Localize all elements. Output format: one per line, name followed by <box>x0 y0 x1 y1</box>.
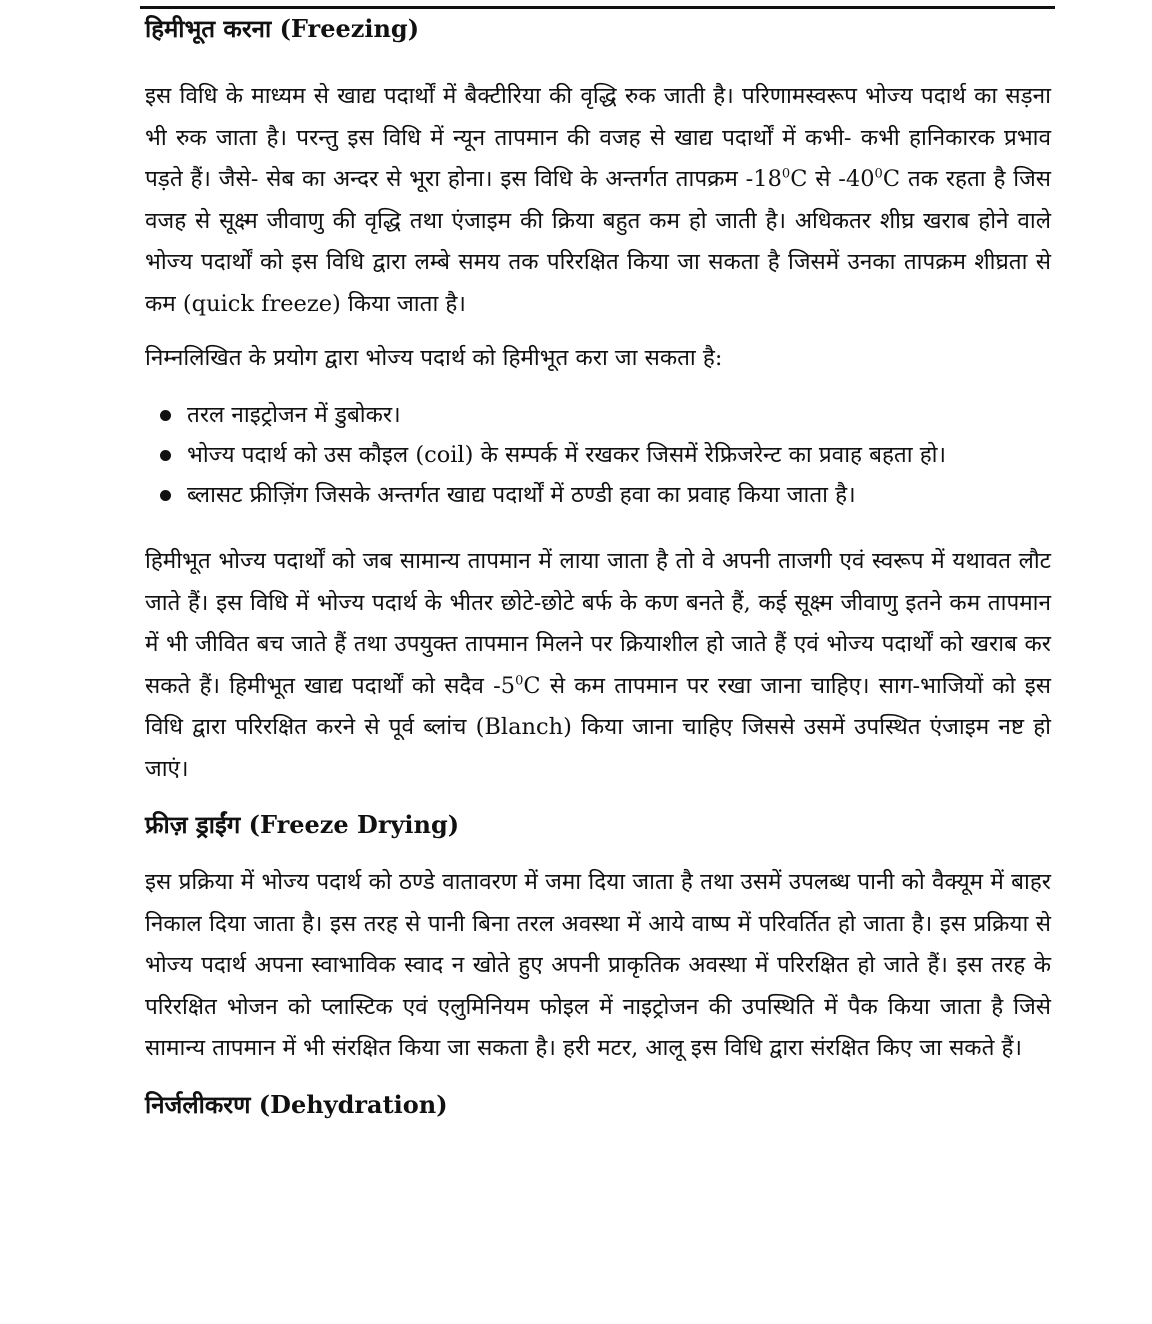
document-page <box>145 8 1051 1122</box>
bullet-icon <box>160 490 171 501</box>
freezing-effects-text-b: C से कम तापमान पर रखा जाना चाहिए। साग-भाजियों को इस विधि द्वारा परिरक्षित करने से पूर्व ब्लांच (Blanch) किया जाना चाहिए जिससे उसमें उपस्थित एंजाइम नष्ट हो जाएं। <box>145 672 1052 782</box>
dehydration-heading: निर्जलीकरण (Dehydration) <box>145 1089 448 1119</box>
list-item-text: ब्लासट फ्रीज़िंग जिसके अन्तर्गत खाद्य पदार्थों में ठण्डी हवा का प्रवाह किया जाता है। <box>187 482 856 508</box>
freezing-effects-paragraph <box>145 541 1051 790</box>
bullet-icon <box>160 450 171 461</box>
list-item-text: भोज्य पदार्थ को उस कौइल (coil) के सम्पर्क में रखकर जिसमें रेफ्रिजरेन्ट का प्रवाह बहता हो। <box>187 442 947 468</box>
freezing-methods-list <box>145 395 1051 515</box>
list-item <box>145 475 1051 515</box>
freezing-intro-text-c: C तक रहता है जिस वजह से सूक्ष्म जीवाणु की वृद्धि तथा एंजाइम की क्रिया बहुत कम हो जाती है। अधिकतर शीघ्र खराब होने वाले भोज्य पदार्थों को इस विधि द्वारा लम्बे समय तक परिरक्षित किया जा सकता है जिसमें उनका तापक्रम शीघ्रता से कम (quick freeze) किया जाता है। <box>145 166 1051 317</box>
degree-superscript: 0 <box>874 166 883 182</box>
freeze-drying-paragraph: इस प्रक्रिया में भोज्य पदार्थ को ठण्डे वातावरण में जमा दिया जाता है तथा उसमें उपलब्ध पानी को वैक्यूम में बाहर निकाल दिया जाता है। इस तरह से पानी बिना तरल अवस्था में आये वाष्प में परिवर्तित हो जाता है। इस प्रक्रिया से भोज्य पदार्थ अपना स्वाभाविक स्वाद न खोते हुए अपनी प्राकृतिक अवस्था में परिरक्षित हो जाते हैं। इस तरह के परिरक्षित भोजन को प्लास्टिक एवं एलुमिनियम फोइल में नाइट्रोजन की उपस्थिति में पैक किया जाता है जिसे सामान्य तापमान में भी संरक्षित किया जा सकता है। हरी मटर, आलू इस विधि द्वारा संरक्षित किए जा सकते हैं। <box>145 869 1051 1061</box>
freezing-intro-text-b: C से -40 <box>790 166 875 192</box>
freezing-methods-intro: निम्नलिखित के प्रयोग द्वारा भोज्य पदार्थ को हिमीभूत करा जा सकता है: <box>145 345 723 371</box>
list-item-text: तरल नाइट्रोजन में डुबोकर। <box>187 402 401 428</box>
freezing-intro-text-a: इस विधि के माध्यम से खाद्य पदार्थों में बैक्टीरिया की वृद्धि रुक जाती है। परिणामस्वरूप भोज्य पदार्थ का सड़ना भी रुक जाता है। परन्तु इस विधि में न्यून तापमान की वजह से खाद्य पदार्थों में कभी- कभी हानिकारक प्रभाव पड़ते हैं। जैसे- सेब का अन्दर से भूरा होना। इस विधि के अन्तर्गत तापक्रम -18 <box>145 83 1051 192</box>
freezing-heading: हिमीभूत करना (Freezing) <box>145 14 420 43</box>
bullet-icon <box>160 410 171 421</box>
list-item <box>145 435 1051 475</box>
degree-superscript: 0 <box>515 673 524 688</box>
freeze-drying-heading: फ्रीज़ ड्राईंग (Freeze Drying) <box>145 810 460 839</box>
list-item <box>145 395 1051 435</box>
freezing-effects-text-a: हिमीभूत भोज्य पदार्थों को जब सामान्य तापमान में लाया जाता है तो वे अपनी ताजगी एवं स्वरूप में यथावत लौट जाते हैं। इस विधि में भोज्य पदार्थ के भीतर छोटे-छोटे बर्फ के कण बनते हैं, कई सूक्ष्म जीवाणु इतने कम तापमान में भी जीवित बच जाते हैं तथा उपयुक्त तापमान मिलने पर क्रियाशील हो जाते हैं एवं भोज्य पदार्थों को खराब कर सकते हैं। हिमीभूत खाद्य पदार्थों को सदैव -5 <box>145 548 1051 699</box>
freezing-intro-paragraph <box>145 76 1051 325</box>
degree-superscript: 0 <box>781 166 791 182</box>
